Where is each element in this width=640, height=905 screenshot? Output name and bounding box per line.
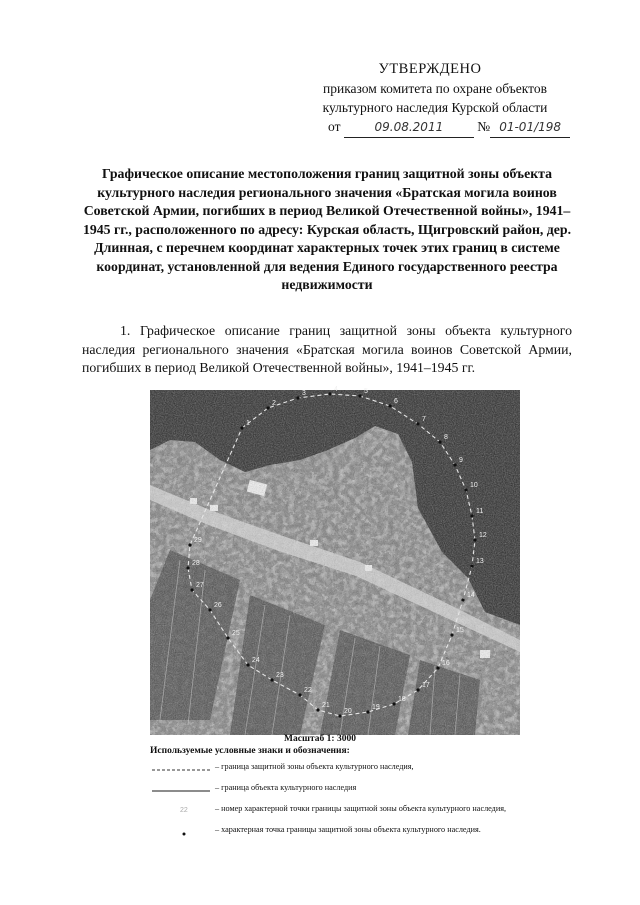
boundary-point-14 bbox=[461, 598, 464, 601]
photo-grain bbox=[150, 390, 520, 735]
approval-date-number bbox=[328, 117, 600, 138]
boundary-point-4 bbox=[328, 392, 331, 395]
boundary-point-label-7: 7 bbox=[422, 416, 426, 423]
boundary-point-label-3: 3 bbox=[302, 390, 306, 397]
boundary-point-11 bbox=[470, 514, 473, 517]
boundary-point-label-9: 9 bbox=[459, 457, 463, 464]
boundary-point-6 bbox=[388, 404, 391, 407]
approval-heading: УТВЕРЖДЕНО bbox=[378, 61, 482, 77]
boundary-point-1 bbox=[240, 426, 243, 429]
boundary-point-3 bbox=[296, 396, 299, 399]
boundary-point-13 bbox=[470, 564, 473, 567]
boundary-point-19 bbox=[366, 710, 369, 713]
boundary-point-7 bbox=[416, 422, 419, 425]
boundary-point-label-16: 16 bbox=[442, 660, 450, 667]
boundary-point-label-22: 22 bbox=[304, 687, 312, 694]
date-prefix: от bbox=[328, 119, 341, 134]
legend-text: – граница защитной зоны объекта культурного наследия, bbox=[215, 762, 414, 771]
boundary-point-label-23: 23 bbox=[276, 672, 284, 679]
boundary-point-label-11: 11 bbox=[476, 508, 484, 515]
legend-text: – номер характерной точки границы защитной зоны объекта культурного наследия, bbox=[215, 804, 507, 813]
boundary-point-label-21: 21 bbox=[322, 702, 330, 709]
boundary-point-label-12: 12 bbox=[479, 532, 487, 539]
legend-item-zone-boundary bbox=[150, 760, 590, 781]
boundary-point-label-6: 6 bbox=[394, 398, 398, 405]
boundary-point-label-19: 19 bbox=[372, 704, 380, 711]
boundary-point-label-27: 27 bbox=[196, 582, 204, 589]
boundary-point-10 bbox=[464, 488, 467, 491]
boundary-point-label-13: 13 bbox=[476, 558, 484, 565]
approval-stamp bbox=[300, 60, 600, 138]
boundary-point-22 bbox=[298, 693, 301, 696]
legend-item-object-boundary bbox=[150, 781, 590, 802]
map-scale: Масштаб 1: 3000 bbox=[284, 734, 356, 744]
boundary-point-23 bbox=[270, 678, 273, 681]
boundary-point-29 bbox=[188, 543, 191, 546]
point-number-sample: 22 bbox=[180, 807, 188, 814]
boundary-point-label-17: 17 bbox=[422, 682, 430, 689]
boundary-point-20 bbox=[338, 714, 341, 717]
approval-line-1: приказом комитета по охране объектов bbox=[323, 81, 547, 96]
boundary-point-2 bbox=[266, 406, 269, 409]
boundary-point-21 bbox=[316, 708, 319, 711]
boundary-point-label-29: 29 bbox=[194, 537, 202, 544]
boundary-point-label-26: 26 bbox=[214, 602, 222, 609]
legend-text: – характерная точка границы защитной зоны объекта культурного наследия. bbox=[215, 825, 481, 834]
boundary-point-25 bbox=[226, 636, 229, 639]
boundary-point-label-5: 5 bbox=[364, 388, 368, 395]
boundary-point-label-24: 24 bbox=[252, 657, 260, 664]
boundary-point-label-4: 4 bbox=[334, 386, 338, 393]
boundary-point-label-20: 20 bbox=[344, 708, 352, 715]
boundary-point-5 bbox=[358, 394, 361, 397]
boundary-point-label-28: 28 bbox=[192, 560, 200, 567]
legend-item-point bbox=[150, 823, 590, 844]
boundary-point-label-25: 25 bbox=[232, 630, 240, 637]
boundary-point-label-8: 8 bbox=[444, 434, 448, 441]
number-prefix: № bbox=[477, 119, 491, 134]
boundary-point-24 bbox=[246, 663, 249, 666]
boundary-point-12 bbox=[473, 538, 476, 541]
approval-line-2: культурного наследия Курской области bbox=[322, 100, 548, 115]
boundary-point-27 bbox=[190, 588, 193, 591]
dashed-line-icon bbox=[152, 765, 212, 775]
legend-text: – граница объекта культурного наследия bbox=[215, 783, 357, 792]
boundary-point-16 bbox=[436, 666, 439, 669]
boundary-point-15 bbox=[450, 633, 453, 636]
boundary-point-26 bbox=[208, 608, 211, 611]
boundary-point-label-15: 15 bbox=[456, 627, 464, 634]
solid-line-icon bbox=[152, 786, 212, 796]
boundary-point-18 bbox=[392, 702, 395, 705]
boundary-point-label-1: 1 bbox=[246, 420, 250, 427]
boundary-point-28 bbox=[186, 566, 189, 569]
boundary-point-label-14: 14 bbox=[467, 592, 475, 599]
dot-icon bbox=[152, 828, 212, 838]
boundary-point-label-18: 18 bbox=[398, 696, 406, 703]
section-1-paragraph: 1. Графическое описание границ защитной зоны объекта культурного наследия регионального значения «Братская могила воинов Советской Армии, погибших в период Великой Отечественной войны», 1941–1945 гг. bbox=[82, 323, 572, 375]
aerial-photo-map bbox=[150, 386, 520, 735]
approval-date-handwritten: 09.08.2011 bbox=[344, 118, 474, 138]
document-title: Графическое описание местоположения границ защитной зоны объекта культурного наследия регионального значения «Братская могила воинов Советской Армии, погибших в период Великой Отечественной войны», 1941–1945 гг., расположенного по адресу: Курская область, Щигровский район, дер. Длинная, с перечнем координат характерных точек этих границ в системе координат, установленной для ведения Единого государственного реестра недвижимости bbox=[82, 166, 572, 292]
aerial-map-figure bbox=[150, 386, 520, 735]
boundary-point-8 bbox=[438, 440, 441, 443]
boundary-point-label-2: 2 bbox=[272, 400, 276, 407]
legend bbox=[150, 760, 590, 844]
legend-title: Используемые условные знаки и обозначения: bbox=[150, 746, 350, 756]
boundary-point-9 bbox=[453, 463, 456, 466]
boundary-point-label-10: 10 bbox=[470, 482, 478, 489]
approval-number-handwritten: 01-01/198 bbox=[490, 118, 570, 138]
legend-item-point-number bbox=[150, 802, 590, 823]
boundary-point-17 bbox=[416, 688, 419, 691]
